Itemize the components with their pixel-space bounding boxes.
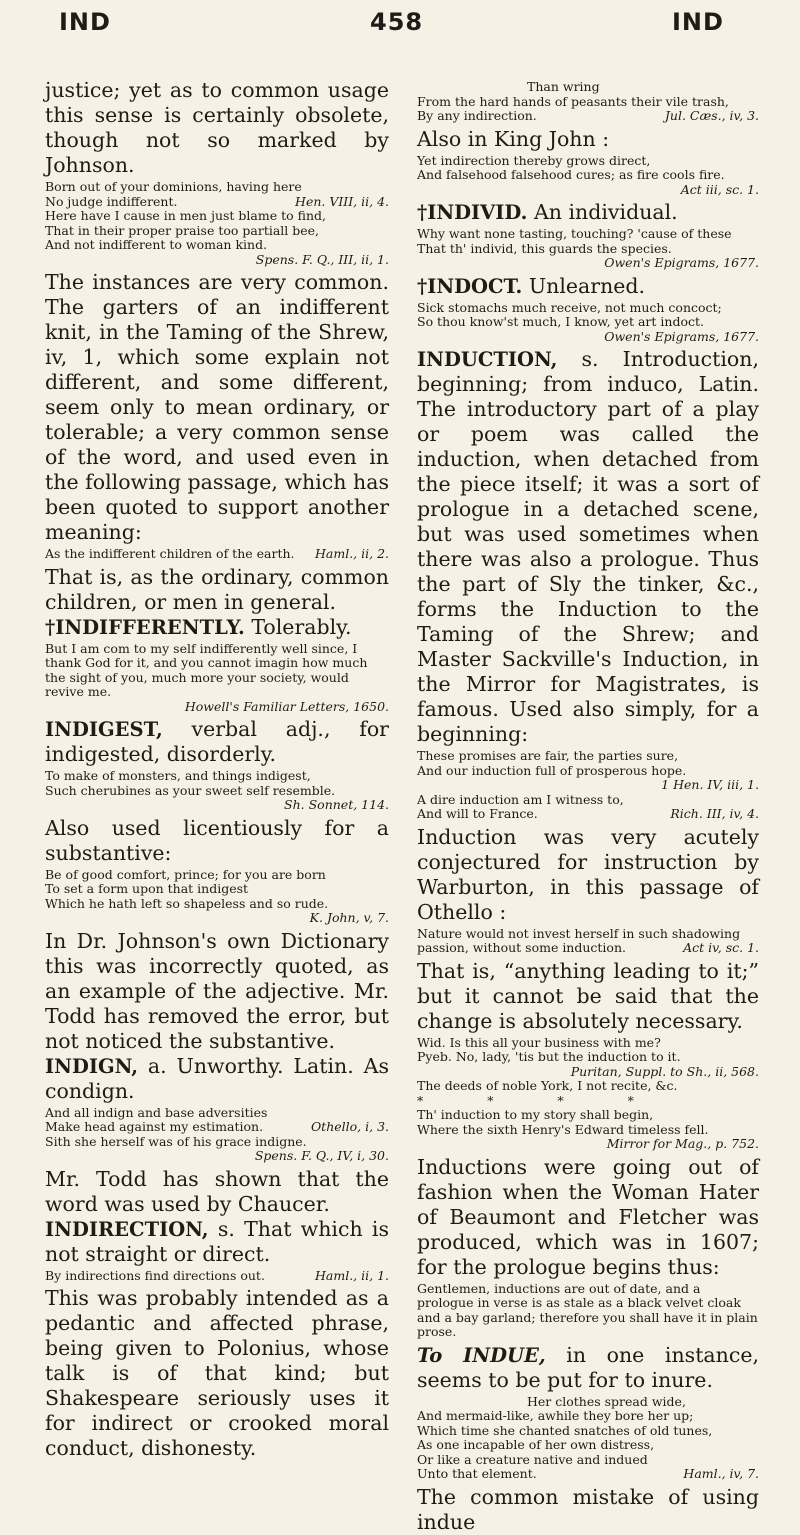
paragraph: In Dr. Johnson's own Dictionary this was incorrectly quoted, as an example of the adjective. Mr. Todd has removed the error, but not noticed the substantive. (45, 928, 389, 1053)
headword: INDIGN, (45, 1054, 138, 1078)
dictionary-entry (417, 347, 759, 747)
quote-line: Here have I cause in men just blame to find, (45, 208, 326, 223)
quotation: Be of good comfort, prince; for you are born To set a form upon that indigest Which he hath left so shapeless and so rude. K. John, v, 7. (45, 866, 389, 925)
ellipsis-stars: * * * * (417, 1092, 664, 1108)
citation: Mirror for Mag., p. 752. (606, 1136, 759, 1151)
citation: Owen's Epigrams, 1677. (604, 328, 759, 344)
citation: K. John, v, 7. (309, 910, 389, 925)
citation: Haml., iv, 7. (683, 1466, 759, 1481)
definition: An individual. (533, 200, 678, 224)
citation: Sh. Sonnet, 114. (284, 797, 389, 812)
paragraph: That is, “anything leading to it;” but it cannot be said that the change is absolutely necessary. (417, 958, 759, 1033)
citation: 1 Hen. IV, iii, 1. (661, 777, 759, 792)
quotation: By indirections find directions out. Haml., ii, 1. (45, 1267, 389, 1283)
quotation: As the indifferent children of the earth. Haml., ii, 2. (45, 546, 389, 561)
quote-line: No judge indifferent. Hen. VIII, ii, 4. (45, 193, 389, 209)
header-right-guideword: IND (672, 8, 724, 36)
dictionary-entry (417, 274, 759, 299)
dictionary-entry (417, 1343, 759, 1393)
paragraph: Mr. Todd has shown that the word was used by Chaucer. (45, 1166, 389, 1216)
header-left-guideword: IND (59, 8, 111, 36)
quotation: Her clothes spread wide, And mermaid-like, awhile they bore her up; Which time she chanted snatches of old tunes, As one incapable of her own distress, Or like a creature native and indued Unto that element. Haml., iv, 7. (417, 1393, 759, 1481)
dictionary-entry (45, 717, 389, 767)
definition: a. Unworthy. Latin. As condign. (45, 1053, 389, 1103)
dictionary-entry (45, 615, 389, 640)
quotation (45, 180, 389, 267)
citation: Hen. VIII, ii, 4. (295, 193, 389, 209)
quotation: Than wring From the hard hands of peasants their vile trash, By any indirection. Jul. Cæs., iv, 3. (417, 79, 759, 123)
quotation: Yet indirection thereby grows direct, And falsehood falsehood cures; as fire cools fire. Act iii, sc. 1. (417, 152, 759, 197)
headword: †INDIFFERENTLY. (45, 615, 245, 639)
quotation: To make of monsters, and things indigest, Such cherubines as your sweet self resemble. Sh. Sonnet, 114. (45, 768, 389, 812)
citation: Spens. F. Q., IV, i, 30. (254, 1148, 389, 1163)
citation: Howell's Familiar Letters, 1650. (184, 698, 389, 714)
definition: Unlearned. (528, 273, 646, 298)
citation: Spens. F. Q., III, ii, 1. (255, 251, 389, 267)
right-column (417, 78, 759, 1535)
citation: Puritan, Suppl. to Sh., ii, 568. (570, 1063, 759, 1079)
quotation: Why want none tasting, touching? 'cause of these That th' individ, this guards the species. Owen's Epigrams, 1677. (417, 226, 759, 270)
citation: Rich. III, iv, 4. (670, 806, 759, 821)
page-number: 458 (370, 8, 424, 36)
citation: Haml., ii, 2. (315, 546, 389, 561)
paragraph: Induction was very acutely conjectured for instruction by Warburton, in this passage of Othello : (417, 824, 759, 924)
quotation: Gentlemen, inductions are out of date, and a prologue in verse is as stale as a black velvet cloak and a bay garland; therefore you shall have it in plain prose. (417, 1280, 758, 1339)
definition: s. That which is not straight or direct. (45, 1216, 389, 1266)
quotation: Wid. Is this all your business with me? Pyeb. No, lady, 'tis but the induction to it. Puritan, Suppl. to Sh., ii, 568. The deeds of noble York, I not recite, &c. * * * * Th' induction to my story shall begin, Where the sixth Henry's Edward timeless fell. Mirror for Mag., p. 752. (417, 1034, 759, 1151)
quotation: Sick stomachs much receive, not much concoct; So thou know'st much, I know, yet art indoct. Owen's Epigrams, 1677. (417, 299, 759, 344)
citation: Act iii, sc. 1. (680, 181, 759, 197)
paragraph: justice; yet as to common usage this sense is certainly obsolete, though not so marked by Johnson. (45, 78, 389, 177)
quotation: Nature would not invest herself in such shadowing passion, without some induction. Act iv, sc. 1. (417, 925, 759, 955)
quote-line: That in their proper praise too partiall bee, (45, 222, 320, 238)
paragraph: Also used licentiously for a substantive: (45, 815, 389, 865)
citation: Act iv, sc. 1. (683, 940, 759, 955)
paragraph: This was probably intended as a pedantic and affected phrase, being given to Polonius, whose talk is of that kind; but Shakespeare seriously uses it for indirect or crooked moral conduct, dishonesty. (45, 1286, 389, 1460)
citation: Jul. Cæs., iv, 3. (664, 108, 759, 123)
headword: †INDIVID. (417, 201, 528, 224)
dictionary-entry (45, 1217, 389, 1267)
paragraph: The instances are very common. The garters of an indifferent knit, in the Taming of the Shrew, iv, 1, which some explain not different, and some different, seem only to mean ordinary, or tolerable; a very common sense of the word, and used even in the following passage, which has been quoted to support another meaning: (45, 270, 389, 544)
left-column (45, 78, 389, 1461)
citation: Owen's Epigrams, 1677. (604, 255, 759, 270)
headword: †INDOCT. (417, 274, 523, 298)
headword: INDIGEST, (45, 718, 163, 741)
paragraph: Also in King John : (417, 126, 610, 151)
paragraph: That is, as the ordinary, common children, or men in general. (45, 564, 389, 614)
citation: Othello, i, 3. (310, 1119, 389, 1134)
headword: INDUCTION, (417, 348, 558, 371)
running-header (0, 8, 800, 48)
headword: INDIRECTION, (45, 1217, 209, 1241)
quotation: But I am com to my self indifferently well since, I thank God for it, and you cannot imagin how much the sight of you, much more your society, would revive me. Howell's Familiar Letters, 1650. (45, 640, 389, 714)
quote-line: And not indifferent to woman kind. (45, 237, 268, 252)
dictionary-entry (45, 1054, 389, 1104)
quote-line: Born out of your dominions, having here (45, 179, 302, 194)
dictionary-entry (417, 200, 759, 225)
quotation: And all indign and base adversities Make head against my estimation. Othello, i, 3. Sith she herself was of his grace indigne. Spens. F. Q., IV, i, 30. (45, 1104, 389, 1163)
definition: s. Introduction, beginning; from induco, Latin. The introductory part of a play or poem was called the induction, when detached from the piece itself; it was a sort of prologue in a detached scene, but was used sometimes when there was also a prologue. Thus the part of Sly the tinker, &c., forms the Induction to the Taming of the Shrew; and Master Sackville's Induction, in the Mirror for Magistrates, is famous. Used also simply, for a beginning: (417, 347, 759, 746)
definition: verbal adj., for indigested, disorderly. (45, 717, 389, 766)
definition: in one instance, seems to be put for to inure. (417, 1342, 759, 1392)
paragraph: Inductions were going out of fashion when the Woman Hater of Beaumont and Fletcher was produced, which was in 1607; for the prologue begins thus: (417, 1154, 759, 1279)
headword: To INDUE, (417, 1343, 546, 1367)
definition: Tolerably. (251, 614, 352, 639)
quotation: These promises are fair, the parties sure, And our induction full of prosperous hope. 1 Hen. IV, iii, 1. A dire induction am I witness to, And will to France. Rich. III, iv, 4. (417, 748, 759, 821)
citation: Haml., ii, 1. (315, 1267, 389, 1283)
paragraph: The common mistake of using indue (417, 1484, 759, 1534)
